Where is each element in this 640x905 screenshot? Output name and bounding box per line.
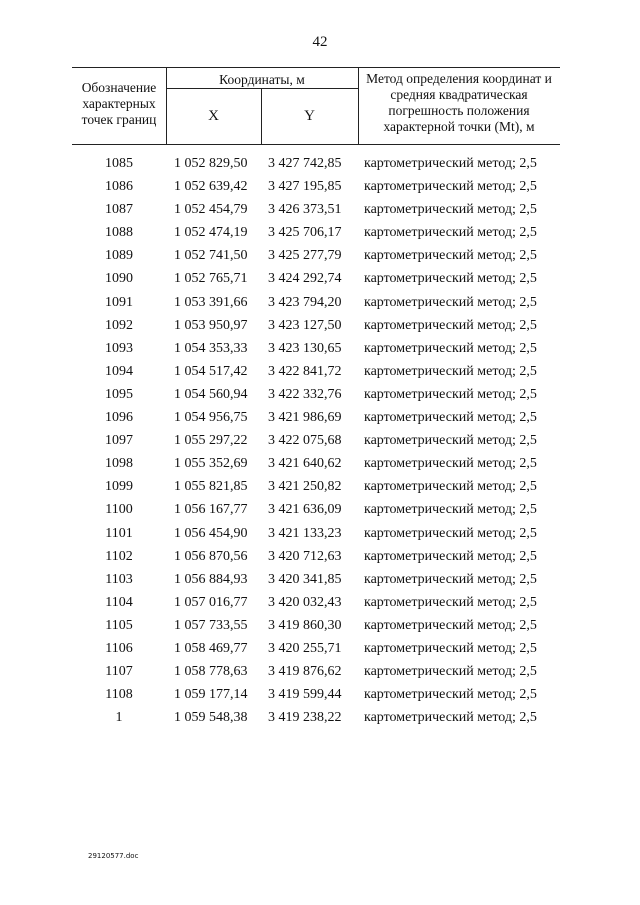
coord-y: 3 420 255,71 (268, 640, 342, 656)
table-row (72, 594, 572, 617)
coord-y: 3 424 292,74 (268, 271, 342, 287)
table-row (72, 478, 572, 501)
point-id: 1106 (105, 640, 133, 656)
method-text: картометрический метод; 2,5 (364, 525, 537, 541)
coord-y: 3 422 075,68 (268, 433, 342, 449)
method-text: картометрический метод; 2,5 (364, 710, 537, 726)
coord-y: 3 426 373,51 (268, 202, 342, 218)
coord-x: 1 056 884,93 (174, 571, 248, 587)
point-id: 1099 (105, 479, 133, 495)
coord-y: 3 421 636,09 (268, 502, 342, 518)
method-text: картометрический метод; 2,5 (364, 664, 537, 680)
page-number: 42 (312, 34, 328, 50)
coord-y: 3 427 742,85 (268, 156, 342, 171)
point-id: 1104 (105, 594, 133, 610)
table-row (72, 525, 572, 548)
table-row (72, 155, 572, 178)
point-id: 1101 (105, 525, 133, 541)
coord-x: 1 052 741,50 (174, 248, 248, 264)
method-text: картометрический метод; 2,5 (364, 571, 537, 587)
method-text: картометрический метод; 2,5 (364, 156, 537, 171)
coord-x: 1 056 454,90 (174, 525, 248, 541)
table-row (72, 178, 572, 201)
point-id: 1087 (105, 202, 133, 218)
method-text: картометрический метод; 2,5 (364, 386, 537, 402)
point-id: 1105 (105, 617, 133, 633)
coord-y: 3 421 250,82 (268, 479, 342, 495)
point-id: 1086 (105, 179, 133, 195)
point-id: 1098 (105, 456, 133, 472)
method-text: картометрический метод; 2,5 (364, 225, 537, 241)
coord-x: 1 055 352,69 (174, 456, 248, 472)
point-id: 1108 (105, 687, 133, 703)
coord-x: 1 059 177,14 (174, 687, 248, 703)
table-row (72, 548, 572, 571)
method-text: картометрический метод; 2,5 (364, 363, 537, 379)
method-text: картометрический метод; 2,5 (364, 433, 537, 449)
footer-file-code: 29120577.doc (88, 852, 139, 860)
coord-y: 3 419 238,22 (268, 710, 342, 726)
coord-y: 3 419 599,44 (268, 687, 342, 703)
header-method: Метод определения координат и средняя квадратическая погрешность положения характерной точки (Mt), м (366, 71, 552, 134)
table-row (72, 386, 572, 409)
coord-y: 3 419 860,30 (268, 617, 342, 633)
table-row (72, 432, 572, 455)
table-row (72, 224, 572, 247)
method-text: картометрический метод; 2,5 (364, 202, 537, 218)
method-text: картометрический метод; 2,5 (364, 340, 537, 356)
coord-x: 1 055 821,85 (174, 479, 248, 495)
header-x: X (208, 108, 219, 124)
header-label-point: Обозначение характерных точек границ (81, 80, 157, 127)
coord-y: 3 419 876,62 (268, 664, 342, 680)
method-text: картометрический метод; 2,5 (364, 456, 537, 472)
coord-y: 3 425 706,17 (268, 225, 342, 241)
method-text: картометрический метод; 2,5 (364, 410, 537, 426)
coord-x: 1 054 353,33 (174, 340, 248, 356)
point-id: 1095 (105, 386, 133, 402)
table-row (72, 294, 572, 317)
point-id: 1 (115, 710, 123, 726)
table-row (72, 409, 572, 432)
coord-y: 3 421 986,69 (268, 410, 342, 426)
table-row (72, 709, 572, 732)
table-row (72, 617, 572, 640)
header-divider (166, 88, 358, 89)
method-text: картометрический метод; 2,5 (364, 179, 537, 195)
point-id: 1097 (105, 433, 133, 449)
coord-x: 1 058 778,63 (174, 664, 248, 680)
method-text: картометрический метод; 2,5 (364, 617, 537, 633)
table-row (72, 317, 572, 340)
header-y: Y (304, 108, 315, 124)
table-row (72, 501, 572, 524)
point-id: 1085 (105, 156, 133, 171)
coord-x: 1 052 474,19 (174, 225, 248, 241)
header-coordinates: Координаты, м (219, 72, 305, 87)
coord-y: 3 420 712,63 (268, 548, 342, 564)
table-row (72, 363, 572, 386)
method-text: картометрический метод; 2,5 (364, 548, 537, 564)
coord-x: 1 052 639,42 (174, 179, 248, 195)
coord-y: 3 421 640,62 (268, 456, 342, 472)
method-text: картометрический метод; 2,5 (364, 271, 537, 287)
coord-x: 1 058 469,77 (174, 640, 248, 656)
table-row (72, 340, 572, 363)
table-row (72, 455, 572, 478)
method-text: картометрический метод; 2,5 (364, 248, 537, 264)
point-id: 1107 (105, 664, 133, 680)
table-body (72, 155, 572, 732)
coord-x: 1 057 016,77 (174, 594, 248, 610)
point-id: 1096 (105, 410, 133, 426)
coord-x: 1 054 517,42 (174, 363, 248, 379)
coord-y: 3 425 277,79 (268, 248, 342, 264)
coord-y: 3 422 332,76 (268, 386, 342, 402)
table-header (72, 67, 560, 145)
table-row (72, 640, 572, 663)
table-row (72, 201, 572, 224)
coord-x: 1 054 560,94 (174, 386, 248, 402)
point-id: 1103 (105, 571, 133, 587)
coord-x: 1 052 765,71 (174, 271, 248, 287)
coord-x: 1 056 870,56 (174, 548, 248, 564)
coord-y: 3 423 794,20 (268, 294, 342, 310)
coord-x: 1 055 297,22 (174, 433, 248, 449)
table-row (72, 247, 572, 270)
coord-x: 1 053 950,97 (174, 317, 248, 333)
coord-x: 1 053 391,66 (174, 294, 248, 310)
method-text: картометрический метод; 2,5 (364, 317, 537, 333)
method-text: картометрический метод; 2,5 (364, 294, 537, 310)
coord-x: 1 057 733,55 (174, 617, 248, 633)
point-id: 1088 (105, 225, 133, 241)
table-row (72, 686, 572, 709)
coord-y: 3 421 133,23 (268, 525, 342, 541)
coord-y: 3 422 841,72 (268, 363, 342, 379)
coord-x: 1 059 548,38 (174, 710, 248, 726)
table-row (72, 270, 572, 293)
coord-y: 3 427 195,85 (268, 179, 342, 195)
coord-x: 1 052 454,79 (174, 202, 248, 218)
point-id: 1093 (105, 340, 133, 356)
method-text: картометрический метод; 2,5 (364, 687, 537, 703)
coord-x: 1 052 829,50 (174, 156, 248, 171)
table-row (72, 571, 572, 594)
point-id: 1092 (105, 317, 133, 333)
point-id: 1090 (105, 271, 133, 287)
point-id: 1091 (105, 294, 133, 310)
coord-y: 3 420 341,85 (268, 571, 342, 587)
coord-y: 3 423 130,65 (268, 340, 342, 356)
coord-y: 3 423 127,50 (268, 317, 342, 333)
method-text: картометрический метод; 2,5 (364, 594, 537, 610)
point-id: 1100 (105, 502, 133, 518)
table-row (72, 663, 572, 686)
method-text: картометрический метод; 2,5 (364, 479, 537, 495)
coord-y: 3 420 032,43 (268, 594, 342, 610)
point-id: 1094 (105, 363, 133, 379)
method-text: картометрический метод; 2,5 (364, 640, 537, 656)
point-id: 1102 (105, 548, 133, 564)
point-id: 1089 (105, 248, 133, 264)
coord-x: 1 054 956,75 (174, 410, 248, 426)
method-text: картометрический метод; 2,5 (364, 502, 537, 518)
coord-x: 1 056 167,77 (174, 502, 248, 518)
